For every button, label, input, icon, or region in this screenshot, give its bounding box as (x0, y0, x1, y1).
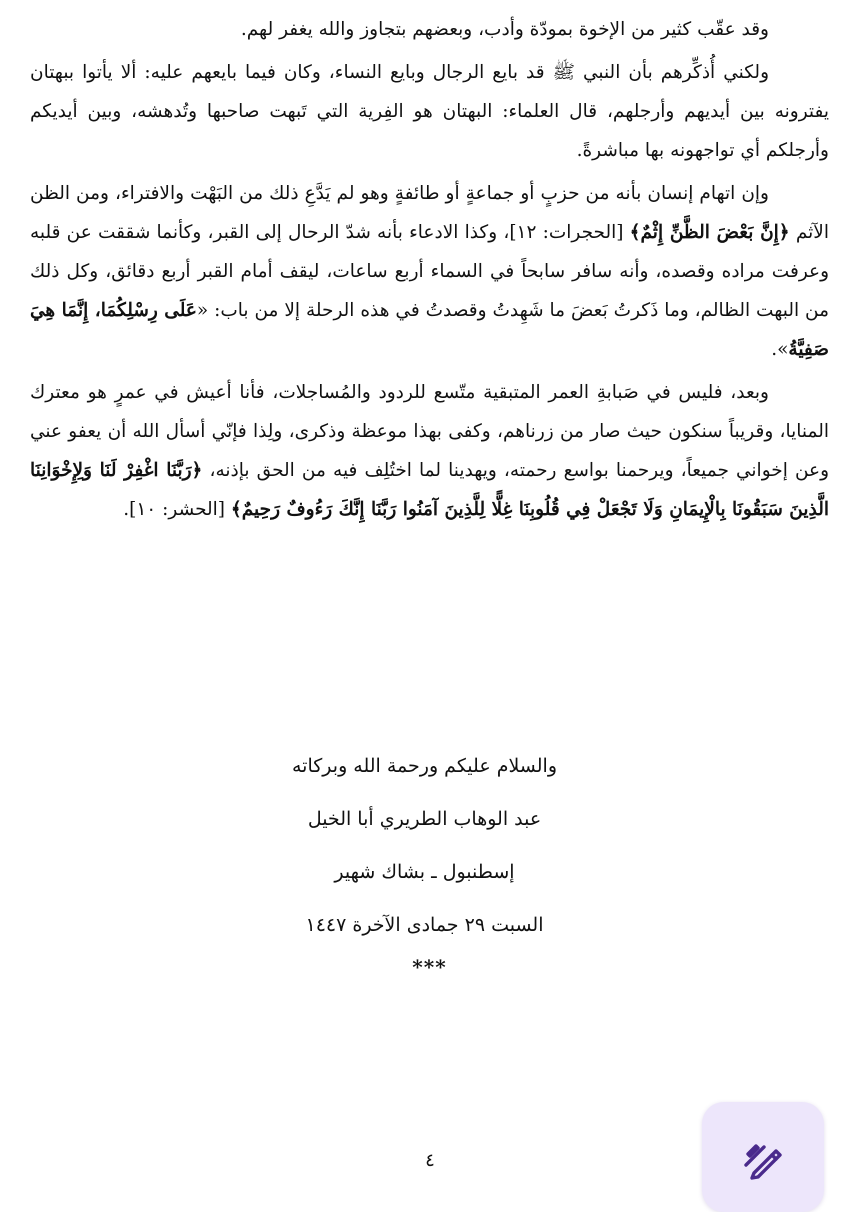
place-line: إسطنبول ـ بشاك شهير (334, 861, 515, 883)
quran-verse: ﴿رَبَّنَا اغْفِرْ لَنَا وَلِإِخْوَانِنَا الَّذِينَ سَبَقُونَا بِالْإِيمَانِ وَلَا تَجْعَلْ فِي قُلُوبِنَا غِلًّا لِلَّذِينَ آمَنُوا رَبَّنَا إِنَّكَ رَءُوفٌ رَحِيمٌ﴾ (30, 460, 829, 520)
paragraph-text: وإن اتهام إنسان بأنه من حزبٍ أو جماعةٍ أو طائفةٍ وهو لم يَدَّعِ ذلك من البَهْت والافتراء، ومن الظن الآثم (30, 183, 829, 243)
edit-button[interactable] (702, 1102, 824, 1212)
paragraph-text: ». (771, 339, 789, 360)
author-name: عبد الوهاب الطريري أبا الخيل (307, 808, 542, 830)
paragraph-text: وبعد، فليس في صَبابةِ العمر المتبقية متّسع للردود والمُساجلات، فأنا أعيش في عمرٍ هو معترك المنايا، وقريباً سنكون حيث صار من زرناهم، وكفى بهذا موعظة وذكرى، ولِذا فإنّي أسأل الله أن يعفو عني وعن إخواني جميعاً، ويرحمنا بواسع رحمته، ويهدينا لما اختُلِف فيه من الحق بإذنه، (30, 382, 829, 481)
pen-edit-icon (740, 1134, 786, 1180)
paragraph-text: [الحشر: ١٠]. (123, 499, 231, 520)
body-text (30, 10, 829, 529)
paragraph-text: [الحجرات: ١٢]، وكذا الادعاء بأنه شدّ الرحال إلى القبر، وكأنما شققت عن قلبه وعرفت مراده وقصده، وأنه سافر سابحاً في السماء أربع ساعات، ليقف أمام القبر أربع دقائق، وكل ذلك من البهت الظالم، وما ذَكرتُ بَعضَ ما شَهِدتُ وقصدتُ في هذه الرحلة إلا من باب: « (30, 222, 830, 321)
date-line: السبت ٢٩ جمادى الآخرة ١٤٤٧ (305, 914, 544, 936)
section-separator: *** (412, 955, 447, 979)
paragraph (30, 373, 829, 529)
page-number: ٤ (425, 1150, 435, 1171)
closing-greeting: والسلام عليكم ورحمة الله وبركاته (291, 755, 558, 777)
paragraph-text: وقد عقّب كثير من الإخوة بمودّة وأدب، وبعضهم بتجاوز والله يغفر لهم. (240, 19, 769, 40)
paragraph (30, 53, 829, 170)
paragraph-text: ولكني أُذكِّرهم بأن النبي ﷺ قد بايع الرجال وبايع النساء، وكان فيما بايعهم عليه: ألا يأتوا ببهتان يفترونه بين أيديهم وأرجلهم، قال العلماء: البهتان هو الفِرية التي تَبهت صاحبها وتُدهشه، وبين أيديكم وأرجلكم أي تواجهونه بها مباشرةً. (30, 62, 829, 161)
signature-block (0, 740, 859, 952)
paragraph (30, 10, 829, 49)
quran-verse: عَلَى رِسْلِكُمَا، إِنَّمَا هِيَ صَفِيَّةُ (30, 300, 829, 360)
paragraph (30, 174, 829, 369)
quran-verse: ﴿إِنَّ بَعْضَ الظَّنِّ إِثْمٌ﴾ (629, 222, 790, 243)
